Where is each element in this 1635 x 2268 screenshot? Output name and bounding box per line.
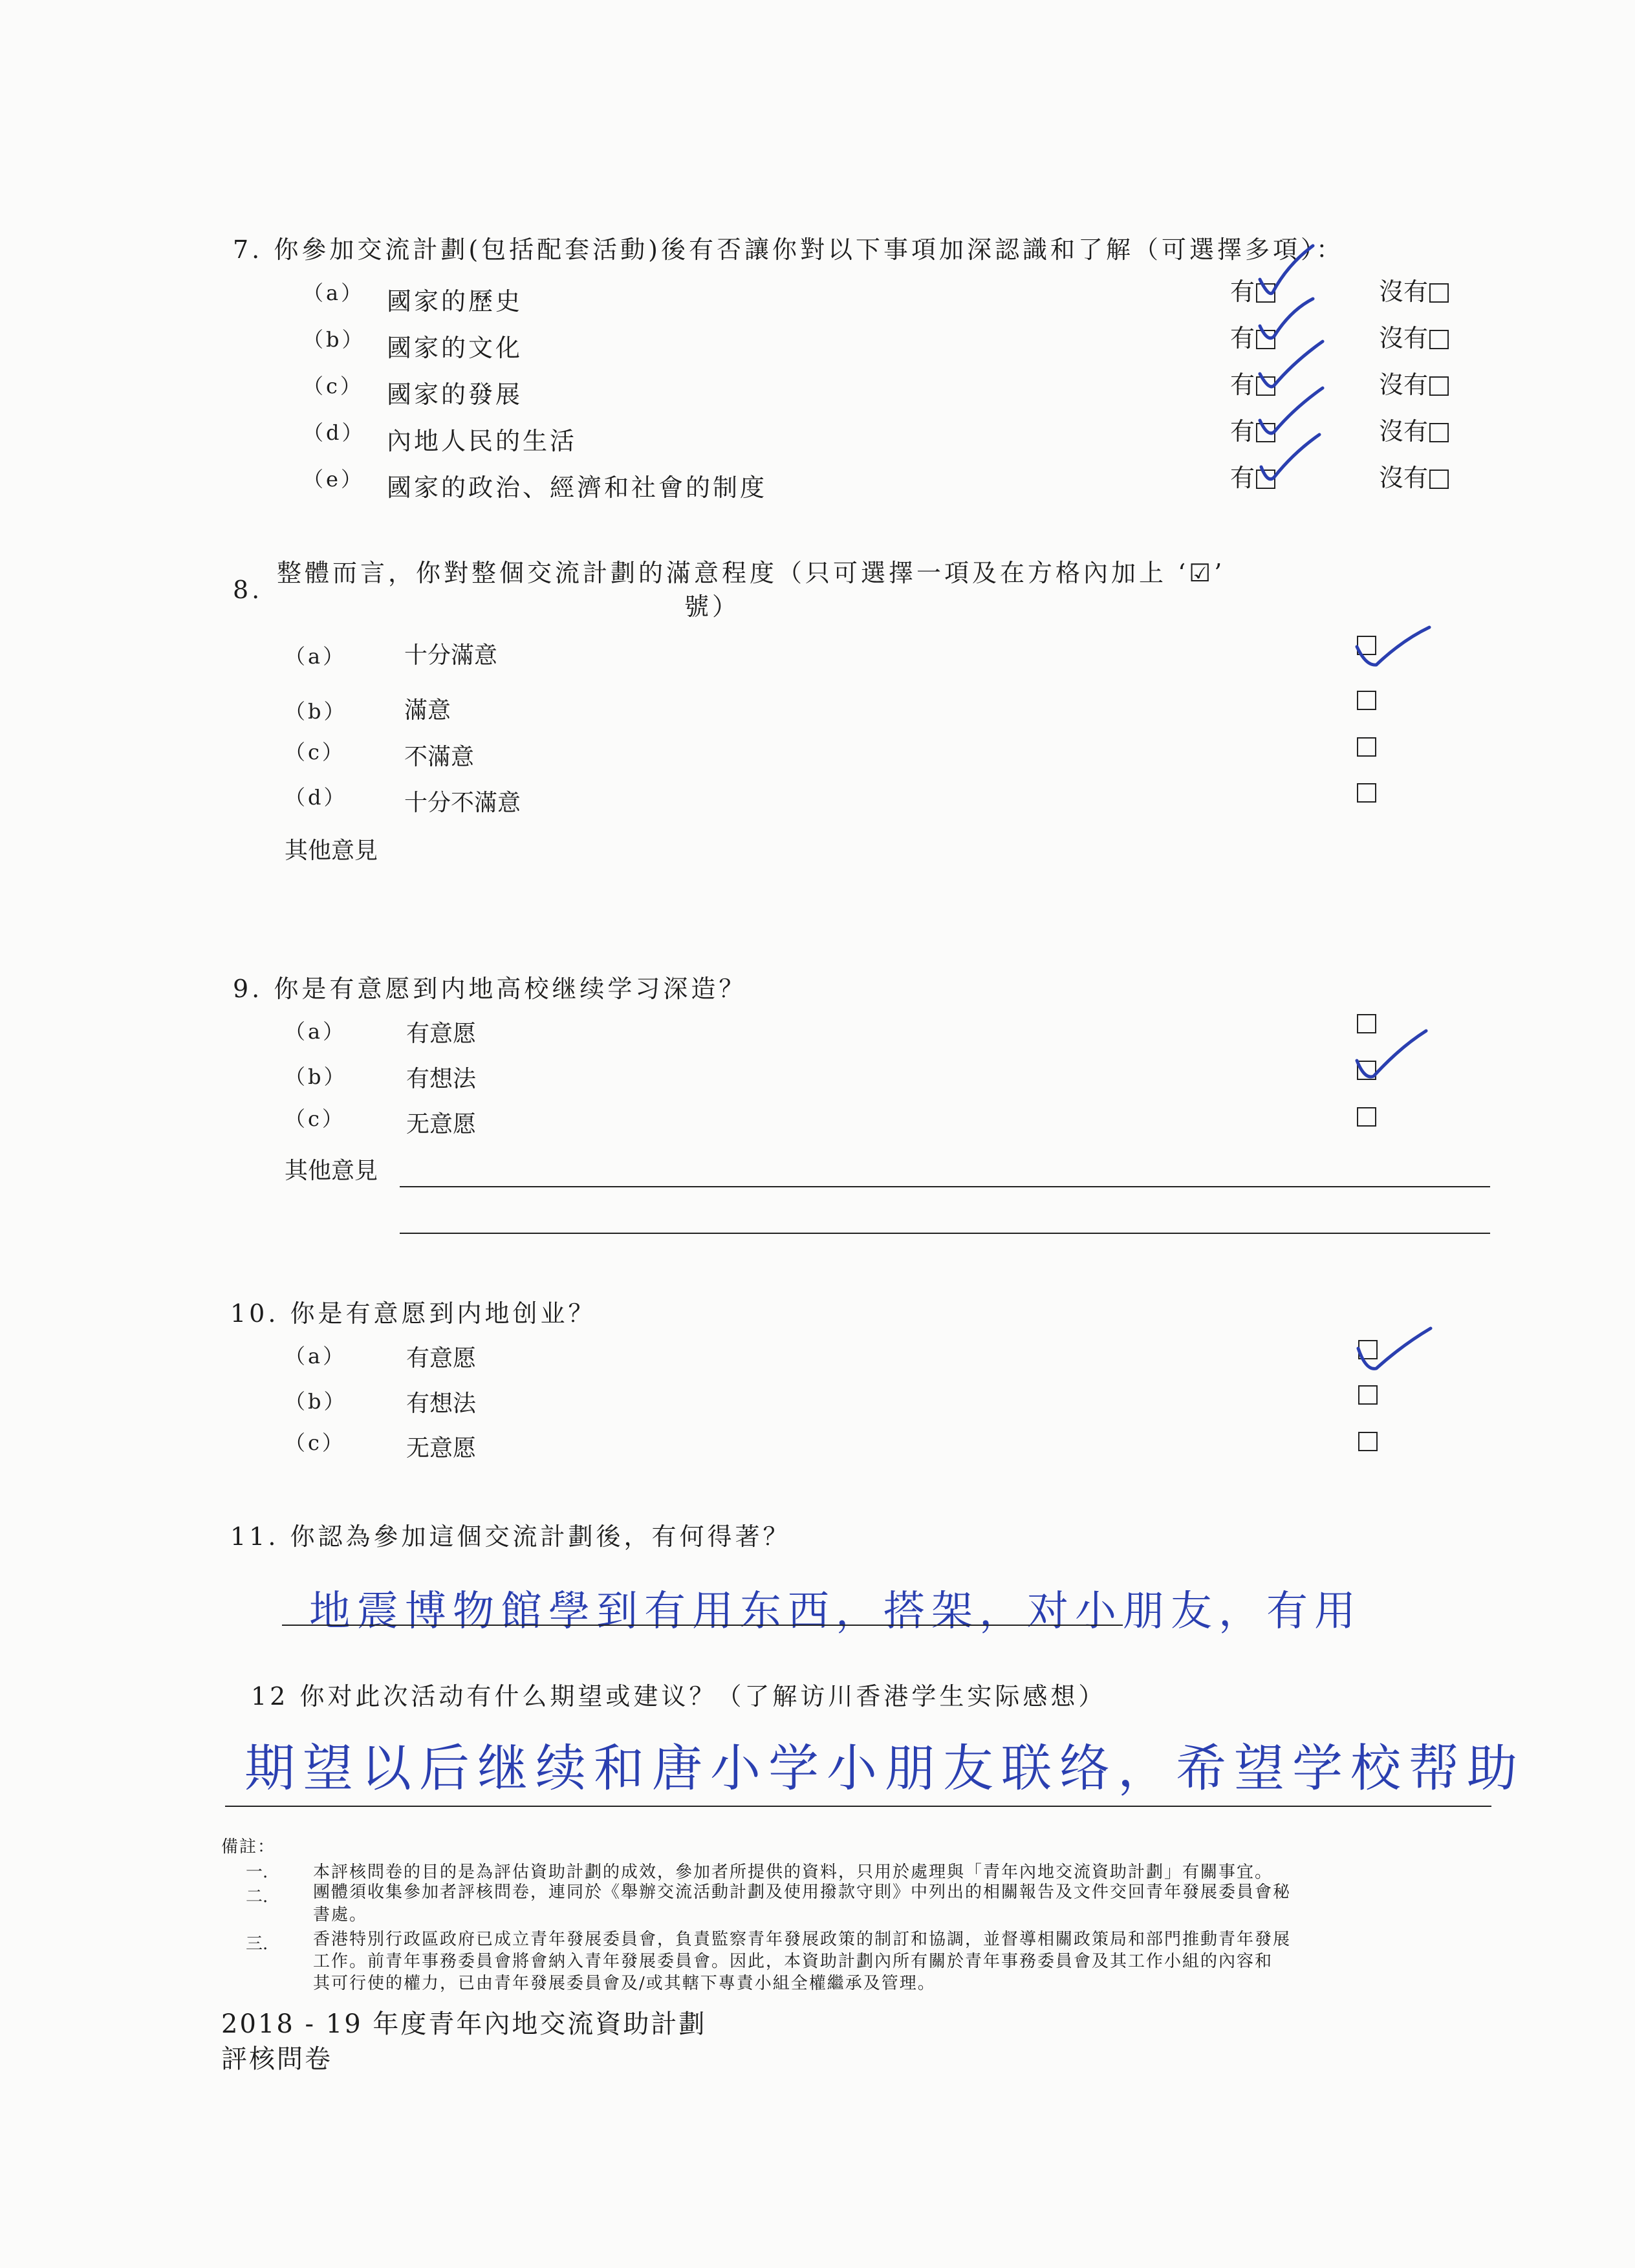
option-text: 國家的政治、經濟和社會的制度	[387, 473, 768, 502]
option-letter: （a）	[303, 281, 365, 305]
check-mark-icon	[1261, 435, 1319, 479]
option-letter: （b）	[303, 327, 365, 352]
check-mark-icon	[1260, 299, 1313, 338]
option-text: 國家的發展	[387, 380, 523, 409]
q8-number: 8.	[233, 576, 263, 604]
yes-label: 有	[1230, 324, 1255, 352]
option-text: 國家的歷史	[387, 287, 523, 316]
check-mark-icon	[1260, 341, 1323, 387]
option-text: 有想法	[406, 1066, 477, 1092]
q9-question: 9. 你是有意愿到内地高校继续学习深造？	[233, 975, 747, 1003]
yes-label: 有	[1230, 417, 1255, 446]
option-text: 不滿意	[404, 744, 475, 770]
option-letter: （c）	[285, 740, 345, 764]
note-text: 團體須收集參加者評核問卷，連同於《舉辦交流活動計劃及使用撥款守則》中列出的相關報告及文件交回青年發展委員會秘	[313, 1883, 1292, 1902]
option-text: 无意愿	[406, 1111, 477, 1138]
q11-handwritten-answer: 地震博物館學到有用东西，搭架，对小朋友，有用	[309, 1588, 1362, 1636]
check-mark-icon	[1357, 1031, 1426, 1077]
check-mark-icon	[1358, 1328, 1431, 1368]
notes-label: 備註：	[221, 1837, 276, 1857]
no-label: 沒有	[1379, 371, 1429, 399]
option-text: 十分不滿意	[404, 790, 521, 816]
option-letter: （b）	[285, 1389, 347, 1414]
other-comments-label: 其他意見	[285, 837, 378, 864]
no-label: 沒有	[1379, 417, 1429, 446]
option-text: 无意愿	[406, 1435, 477, 1462]
option-text: 有想法	[406, 1390, 477, 1417]
note-text: 書處。	[313, 1905, 368, 1925]
option-letter: （e）	[303, 467, 364, 491]
no-label: 沒有	[1379, 324, 1429, 352]
note-number: 二.	[246, 1887, 268, 1906]
yes-label: 有	[1230, 277, 1255, 306]
option-text: 滿意	[404, 697, 451, 724]
q12-handwritten-answer: 期望以后继续和唐小学小朋友联络，希望学校帮助	[244, 1740, 1526, 1798]
note-number: 三.	[246, 1934, 268, 1954]
q12-question: 12 你对此次活动有什么期望或建议？（了解访川香港学生实际感想）	[251, 1682, 1107, 1711]
q11-question: 11. 你認為參加這個交流計劃後，有何得著？	[230, 1522, 791, 1551]
option-letter: （a）	[285, 1019, 347, 1044]
option-text: 有意愿	[406, 1345, 477, 1372]
q10-question: 10. 你是有意愿到内地创业？	[230, 1299, 596, 1328]
no-label: 沒有	[1379, 464, 1429, 492]
yes-label: 有	[1230, 464, 1255, 492]
option-text: 有意愿	[406, 1021, 477, 1047]
check-mark-icon	[1260, 246, 1313, 294]
other-comments-label: 其他意見	[285, 1158, 378, 1184]
footer-form-title: 評核問卷	[221, 2044, 332, 2074]
option-letter: （c）	[285, 1107, 345, 1131]
yes-label: 有	[1230, 371, 1255, 399]
note-text: 本評核問卷的目的是為評估資助計劃的成效，參加者所提供的資料，只用於處理與「青年內地交流資助計劃」有關事宜。	[313, 1863, 1273, 1882]
option-text: 內地人民的生活	[387, 427, 578, 455]
option-letter: （d）	[303, 420, 365, 445]
q8-question-line1: 整體而言，你對整個交流計劃的滿意程度（只可選擇一項及在方格內加上 ‘☑’	[277, 559, 1226, 587]
note-text: 其可行使的權力，已由青年發展委員會及/或其轄下專責小組全權繼承及管理。	[313, 1974, 936, 1993]
option-letter: （c）	[285, 1431, 345, 1455]
option-letter: （b）	[285, 699, 347, 724]
note-number: 一.	[246, 1863, 268, 1882]
option-text: 國家的文化	[387, 334, 523, 362]
option-text: 十分滿意	[404, 642, 498, 669]
option-letter: （a）	[285, 1344, 347, 1368]
q8-question-line2: 號）	[684, 592, 741, 621]
check-mark-icon	[1357, 627, 1429, 665]
note-text: 香港特別行政區政府已成立青年發展委員會，負責監察青年發展政策的制訂和協調，並督導相關政策局和部門推動青年發展	[313, 1930, 1292, 1949]
check-mark-icon	[1260, 388, 1323, 433]
option-letter: （b）	[285, 1064, 347, 1089]
option-letter: （c）	[303, 374, 363, 398]
q7-question: 7. 你參加交流計劃(包括配套活動)後有否讓你對以下事項加深認識和了解（可選擇多項）：	[233, 235, 1344, 264]
option-letter: （a）	[285, 644, 347, 669]
footer-program-title: 2018 - 19 年度青年內地交流資助計劃	[221, 2009, 707, 2039]
no-label: 沒有	[1379, 277, 1429, 306]
note-text: 工作。前青年事務委員會將會納入青年發展委員會。因此，本資助計劃內所有關於青年事務委員會及其工作小組的內容和	[313, 1952, 1273, 1971]
option-letter: （d）	[285, 785, 347, 810]
